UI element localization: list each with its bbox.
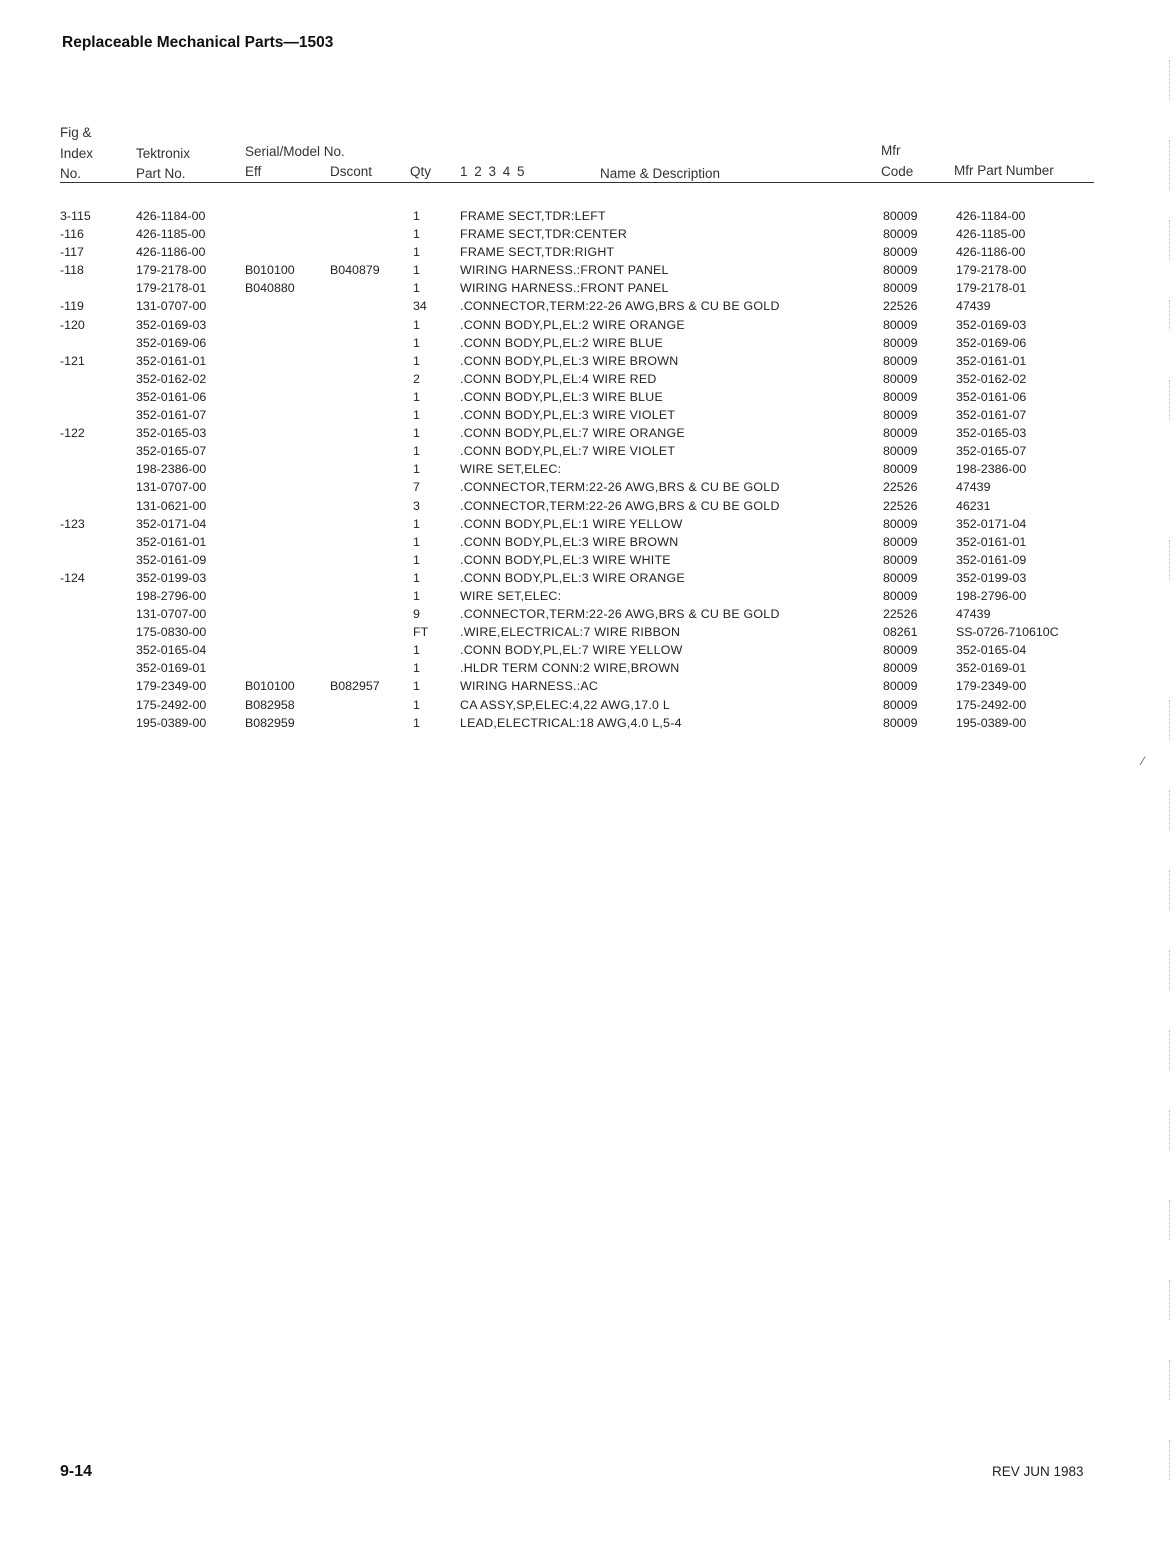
- quantity: 1: [413, 227, 420, 242]
- scan-edge-mark: [1169, 950, 1170, 990]
- header-part-line1: Tektronix: [136, 146, 191, 161]
- mfr-code: 80009: [883, 389, 918, 404]
- quantity: 1: [413, 552, 420, 567]
- mfr-code: 80009: [883, 462, 918, 477]
- tektronix-part-no: 352-0169-06: [136, 335, 207, 350]
- table-row: [0, 261, 1176, 279]
- quantity: 1: [413, 245, 420, 260]
- quantity: FT: [413, 625, 429, 640]
- mfr-part-number: 426-1184-00: [956, 209, 1026, 223]
- tektronix-part-no: 352-0171-04: [136, 516, 207, 531]
- mfr-part-number: 47439: [956, 299, 991, 314]
- quantity: 1: [413, 588, 420, 603]
- serial-eff: B010100: [245, 263, 295, 278]
- scan-edge-mark: [1169, 1440, 1170, 1480]
- mfr-code: 80009: [883, 552, 918, 567]
- quantity: 1: [413, 679, 420, 694]
- mfr-part-number: 352-0161-01: [956, 353, 1027, 368]
- scan-edge-mark: [1169, 870, 1170, 910]
- table-row: [0, 442, 1176, 460]
- scan-edge-mark: [1169, 300, 1170, 330]
- mfr-part-number: 179-2178-01: [956, 281, 1027, 296]
- name-description: .CONN BODY,PL,EL:7 WIRE ORANGE: [460, 426, 685, 441]
- header-mfr-line1: Mfr: [881, 143, 901, 158]
- mfr-part-number: 352-0165-07: [956, 444, 1027, 459]
- tektronix-part-no: 175-2492-00: [136, 697, 207, 712]
- mfr-code: 80009: [883, 408, 918, 423]
- tektronix-part-no: 352-0161-07: [136, 408, 207, 423]
- scan-edge-mark: [1169, 1110, 1170, 1150]
- name-description: .CONN BODY,PL,EL:3 WIRE ORANGE: [460, 570, 685, 585]
- mfr-part-number: 175-2492-00: [956, 697, 1027, 712]
- mfr-part-number: 179-2178-00: [956, 263, 1027, 278]
- mfr-code: 22526: [883, 480, 918, 495]
- quantity: 1: [413, 444, 420, 459]
- mfr-code: 80009: [883, 679, 918, 694]
- tektronix-part-no: 426-1185-00: [136, 227, 206, 242]
- header-part-line2: Part No.: [136, 166, 186, 181]
- tektronix-part-no: 352-0169-03: [136, 317, 207, 332]
- mfr-part-number: 352-0169-06: [956, 335, 1027, 350]
- mfr-part-number: SS-0726-710610C: [956, 625, 1059, 640]
- name-description: .CONN BODY,PL,EL:3 WIRE BLUE: [460, 389, 664, 404]
- mfr-code: 80009: [883, 317, 918, 332]
- name-description: CA ASSY,SP,ELEC:4,22 AWG,17.0 L: [460, 697, 671, 712]
- table-row: [0, 677, 1176, 695]
- fig-index: -123: [60, 516, 85, 531]
- table-row: [0, 297, 1176, 315]
- name-description: WIRE SET,ELEC:: [460, 588, 562, 603]
- quantity: 1: [413, 335, 420, 350]
- tektronix-part-no: 352-0199-03: [136, 570, 207, 585]
- mfr-code: 22526: [883, 498, 918, 513]
- mfr-part-number: 352-0161-07: [956, 408, 1027, 423]
- mfr-part-number: 352-0161-06: [956, 389, 1027, 404]
- tektronix-part-no: 179-2349-00: [136, 679, 207, 694]
- quantity: 1: [413, 462, 420, 477]
- tektronix-part-no: 179-2178-01: [136, 281, 207, 296]
- table-row: [0, 497, 1176, 515]
- fig-index: 3-115: [60, 209, 91, 223]
- mfr-code: 80009: [883, 209, 918, 223]
- header-mfr-part-number: Mfr Part Number: [954, 163, 1054, 178]
- mfr-part-number: 47439: [956, 607, 991, 622]
- tektronix-part-no: 352-0161-06: [136, 389, 207, 404]
- scan-edge-mark: [1169, 140, 1170, 190]
- quantity: 9: [413, 607, 420, 622]
- mfr-part-number: 198-2386-00: [956, 462, 1027, 477]
- fig-index: -122: [60, 426, 85, 441]
- tektronix-part-no: 131-0707-00: [136, 480, 207, 495]
- quantity: 1: [413, 643, 420, 658]
- header-indent-levels: 1 2 3 4 5: [460, 164, 525, 179]
- name-description: WIRING HARNESS.:FRONT PANEL: [460, 263, 669, 278]
- mfr-code: 80009: [883, 588, 918, 603]
- scan-edge-mark: [1169, 790, 1170, 830]
- mfr-part-number: 352-0161-01: [956, 534, 1027, 549]
- fig-index: -119: [60, 299, 84, 314]
- header-qty: Qty: [410, 164, 432, 179]
- revision-date: REV JUN 1983: [992, 1464, 1084, 1479]
- mfr-code: 80009: [883, 444, 918, 459]
- page-number: 9-14: [60, 1463, 93, 1480]
- quantity: 2: [413, 371, 420, 386]
- mfr-code: 80009: [883, 245, 918, 260]
- table-row: [0, 659, 1176, 677]
- mfr-code: 22526: [883, 299, 918, 314]
- quantity: 1: [413, 570, 420, 585]
- quantity: 1: [413, 697, 420, 712]
- tektronix-part-no: 352-0165-07: [136, 444, 207, 459]
- name-description: LEAD,ELECTRICAL:18 AWG,4.0 L,5-4: [460, 715, 682, 730]
- mfr-code: 80009: [883, 570, 918, 585]
- tektronix-part-no: 352-0162-02: [136, 371, 207, 386]
- scan-edge-mark: [1169, 60, 1170, 100]
- name-description: .CONNECTOR,TERM:22-26 AWG,BRS & CU BE GOLD: [460, 607, 780, 622]
- mfr-part-number: 195-0389-00: [956, 715, 1027, 730]
- table-row: [0, 605, 1176, 623]
- quantity: 1: [413, 534, 420, 549]
- quantity: 1: [413, 661, 420, 676]
- name-description: .CONNECTOR,TERM:22-26 AWG,BRS & CU BE GOLD: [460, 498, 780, 513]
- fig-index: -120: [60, 317, 85, 332]
- scan-edge-mark: [1169, 380, 1170, 420]
- quantity: 3: [413, 498, 420, 513]
- serial-eff: B082958: [245, 697, 295, 712]
- scan-edge-mark: [1169, 540, 1170, 580]
- mfr-code: 80009: [883, 426, 918, 441]
- table-row: [0, 352, 1176, 370]
- table-row: [0, 714, 1176, 732]
- mfr-code: 80009: [883, 263, 918, 278]
- quantity: 1: [413, 209, 420, 223]
- mfr-part-number: 47439: [956, 480, 991, 495]
- quantity: 1: [413, 715, 420, 730]
- mfr-code: 08261: [883, 625, 918, 640]
- table-row: [0, 334, 1176, 352]
- tektronix-part-no: 179-2178-00: [136, 263, 207, 278]
- name-description: .CONN BODY,PL,EL:7 WIRE YELLOW: [460, 643, 683, 658]
- table-row: [0, 696, 1176, 714]
- tektronix-part-no: 352-0161-09: [136, 552, 207, 567]
- quantity: 1: [413, 281, 420, 296]
- fig-index: -117: [60, 245, 84, 260]
- header-name-description: Name & Description: [600, 166, 721, 181]
- mfr-part-number: 352-0162-02: [956, 371, 1027, 386]
- page-title: Replaceable Mechanical Parts—1503: [62, 34, 334, 51]
- serial-eff: B040880: [245, 281, 295, 296]
- quantity: 1: [413, 516, 420, 531]
- table-row: [0, 641, 1176, 659]
- fig-index: -118: [60, 263, 84, 278]
- mfr-code: 22526: [883, 607, 918, 622]
- fig-index: -124: [60, 570, 85, 585]
- header-rule: [60, 182, 1094, 183]
- mfr-part-number: 198-2796-00: [956, 588, 1027, 603]
- table-row: [0, 460, 1176, 478]
- mfr-code: 80009: [883, 534, 918, 549]
- name-description: .CONNECTOR,TERM:22-26 AWG,BRS & CU BE GOLD: [460, 299, 780, 314]
- name-description: FRAME SECT,TDR:CENTER: [460, 227, 628, 242]
- table-row: [0, 569, 1176, 587]
- table-row: [0, 406, 1176, 424]
- table-row: [0, 316, 1176, 334]
- table-row: [0, 551, 1176, 569]
- mfr-part-number: 352-0165-03: [956, 426, 1027, 441]
- mfr-code: 80009: [883, 715, 918, 730]
- scan-edge-mark: [1169, 1030, 1170, 1070]
- serial-dscont: B082957: [330, 679, 380, 694]
- name-description: WIRE SET,ELEC:: [460, 462, 562, 477]
- header-fig-line1: Fig &: [60, 125, 92, 140]
- name-description: .HLDR TERM CONN:2 WIRE,BROWN: [460, 661, 680, 676]
- table-row: [0, 533, 1176, 551]
- mfr-code: 80009: [883, 371, 918, 386]
- tektronix-part-no: 352-0165-03: [136, 426, 207, 441]
- tektronix-part-no: 198-2796-00: [136, 588, 207, 603]
- table-row: [0, 587, 1176, 605]
- tektronix-part-no: 131-0621-00: [136, 498, 207, 513]
- mfr-code: 80009: [883, 227, 918, 242]
- name-description: .WIRE,ELECTRICAL:7 WIRE RIBBON: [460, 625, 681, 640]
- header-serial-model: Serial/Model No.: [245, 144, 345, 159]
- mfr-part-number: 352-0161-09: [956, 552, 1027, 567]
- header-dscont: Dscont: [330, 164, 373, 179]
- mfr-code: 80009: [883, 697, 918, 712]
- table-row: [0, 424, 1176, 442]
- table-row: [0, 515, 1176, 533]
- scan-edge-mark: [1169, 1360, 1170, 1400]
- name-description: .CONNECTOR,TERM:22-26 AWG,BRS & CU BE GOLD: [460, 480, 780, 495]
- table-row: [0, 225, 1176, 243]
- name-description: .CONN BODY,PL,EL:3 WIRE BROWN: [460, 534, 679, 549]
- table-row: [0, 623, 1176, 641]
- serial-eff: B010100: [245, 679, 295, 694]
- mfr-code: 80009: [883, 643, 918, 658]
- mfr-code: 80009: [883, 516, 918, 531]
- parts-list: [0, 207, 1176, 732]
- name-description: .CONN BODY,PL,EL:4 WIRE RED: [460, 371, 657, 386]
- mfr-code: 80009: [883, 335, 918, 350]
- name-description: FRAME SECT,TDR:LEFT: [460, 209, 606, 223]
- header-fig-line2: Index: [60, 146, 94, 161]
- tektronix-part-no: 426-1184-00: [136, 209, 206, 223]
- tektronix-part-no: 195-0389-00: [136, 715, 207, 730]
- quantity: 34: [413, 299, 427, 314]
- table-row: [0, 243, 1176, 261]
- name-description: .CONN BODY,PL,EL:3 WIRE BROWN: [460, 353, 679, 368]
- quantity: 7: [413, 480, 420, 495]
- scan-edge-mark: [1169, 1280, 1170, 1320]
- name-description: .CONN BODY,PL,EL:2 WIRE ORANGE: [460, 317, 685, 332]
- tektronix-part-no: 426-1186-00: [136, 245, 206, 260]
- header-fig-line3: No.: [60, 166, 82, 181]
- serial-dscont: B040879: [330, 263, 380, 278]
- mfr-part-number: 352-0165-04: [956, 643, 1027, 658]
- scan-edge-mark: [1169, 700, 1170, 740]
- mfr-part-number: 426-1186-00: [956, 245, 1026, 260]
- name-description: .CONN BODY,PL,EL:7 WIRE VIOLET: [460, 444, 676, 459]
- tektronix-part-no: 352-0169-01: [136, 661, 207, 676]
- mfr-part-number: 46231: [956, 498, 991, 513]
- tektronix-part-no: 131-0707-00: [136, 607, 207, 622]
- mfr-part-number: 352-0199-03: [956, 570, 1027, 585]
- mfr-code: 80009: [883, 353, 918, 368]
- mfr-part-number: 352-0171-04: [956, 516, 1027, 531]
- name-description: WIRING HARNESS.:AC: [460, 679, 599, 694]
- quantity: 1: [413, 408, 420, 423]
- header-eff: Eff: [245, 164, 262, 179]
- tektronix-part-no: 175-0830-00: [136, 625, 207, 640]
- table-row: [0, 279, 1176, 297]
- mfr-part-number: 179-2349-00: [956, 679, 1027, 694]
- fig-index: -121: [60, 353, 85, 368]
- tektronix-part-no: 352-0161-01: [136, 534, 207, 549]
- quantity: 1: [413, 389, 420, 404]
- table-row: [0, 207, 1176, 225]
- quantity: 1: [413, 426, 420, 441]
- tektronix-part-no: 352-0165-04: [136, 643, 207, 658]
- mfr-part-number: 426-1185-00: [956, 227, 1026, 242]
- header-mfr-line2: Code: [881, 164, 914, 179]
- fig-index: -116: [60, 227, 84, 242]
- table-row: [0, 478, 1176, 496]
- name-description: .CONN BODY,PL,EL:3 WIRE WHITE: [460, 552, 671, 567]
- tektronix-part-no: 352-0161-01: [136, 353, 207, 368]
- pencil-mark-icon: ⁄: [1142, 754, 1145, 768]
- mfr-part-number: 352-0169-01: [956, 661, 1027, 676]
- scan-edge-mark: [1169, 1200, 1170, 1240]
- tektronix-part-no: 131-0707-00: [136, 299, 207, 314]
- table-row: [0, 388, 1176, 406]
- serial-eff: B082959: [245, 715, 295, 730]
- mfr-code: 80009: [883, 281, 918, 296]
- quantity: 1: [413, 353, 420, 368]
- name-description: .CONN BODY,PL,EL:2 WIRE BLUE: [460, 335, 664, 350]
- name-description: WIRING HARNESS.:FRONT PANEL: [460, 281, 669, 296]
- mfr-code: 80009: [883, 661, 918, 676]
- name-description: FRAME SECT,TDR:RIGHT: [460, 245, 615, 260]
- mfr-part-number: 352-0169-03: [956, 317, 1027, 332]
- scan-edge-mark: [1169, 220, 1170, 260]
- tektronix-part-no: 198-2386-00: [136, 462, 207, 477]
- quantity: 1: [413, 263, 420, 278]
- table-row: [0, 370, 1176, 388]
- name-description: .CONN BODY,PL,EL:3 WIRE VIOLET: [460, 408, 676, 423]
- name-description: .CONN BODY,PL,EL:1 WIRE YELLOW: [460, 516, 683, 531]
- quantity: 1: [413, 317, 420, 332]
